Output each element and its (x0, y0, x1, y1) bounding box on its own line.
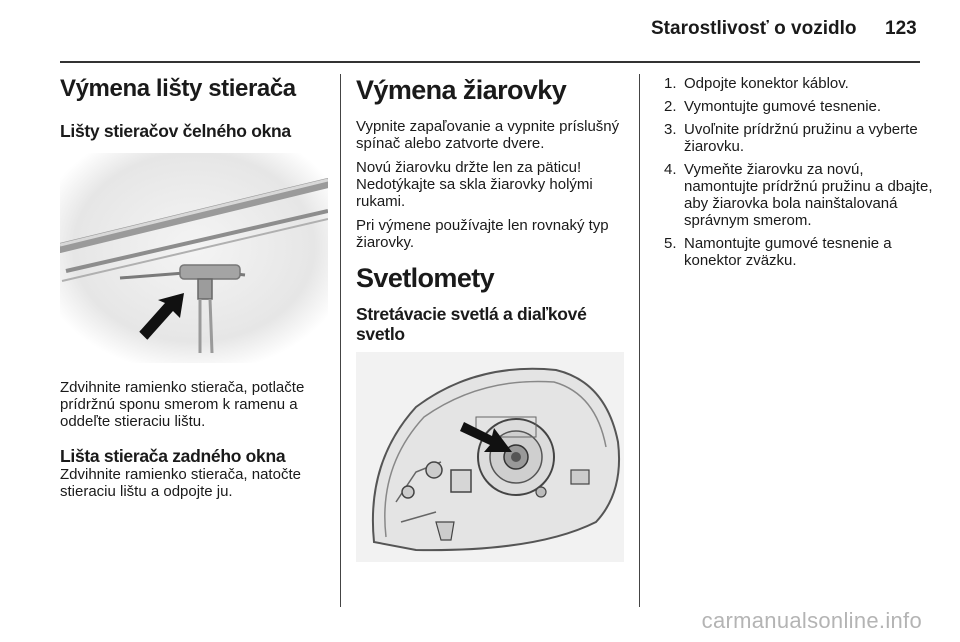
column-divider-2 (639, 74, 640, 607)
paragraph-ignition: Vypnite zapaľovanie a vypnite príslušný spínač alebo zatvorte dvere. (356, 118, 620, 152)
subheading-windscreen-wiper: Lišty stieračov čelného okna (60, 121, 291, 141)
paragraph-bulb-type: Pri výmene používajte len rovnaký typ žiarovky. (356, 217, 609, 251)
wiper-blade-illustration (60, 153, 328, 363)
list-item: 3. Uvoľnite prídržnú pružinu a vyberte žiarovku. (664, 121, 918, 155)
section-heading-wiper-blade: Výmena lišty stierača (60, 75, 296, 102)
list-item: 5. Namontujte gumové tesnenie a konektor zväzku. (664, 235, 892, 269)
bulb-replacement-steps (664, 75, 934, 269)
column-steps (664, 75, 934, 275)
watermark: carmanualsonline.info (701, 608, 922, 633)
paragraph-bulb-handling: Novú žiarovku držte len za päticu! Nedotýkajte sa skla žiarovky holými rukami. (356, 159, 593, 210)
list-item: 1. Odpojte konektor káblov. (664, 75, 849, 92)
subheading-low-high-beam: Stretávacie svetlá a diaľkové svetlo (356, 304, 587, 344)
paragraph-rear-instructions: Zdvihnite ramienko stierača, natočte stieraciu lištu a odpojte ju. (60, 466, 301, 500)
running-header-title: Starostlivosť o vozidlo (651, 18, 857, 39)
list-item: 2. Vymontujte gumové tesnenie. (664, 98, 882, 115)
header-rule (60, 61, 920, 63)
column-divider-1 (340, 74, 341, 607)
column-bulb-replacement (356, 75, 624, 562)
paragraph-windscreen-instructions: Zdvihnite ramienko stierača, potlačte prídržnú sponu smerom k ramenu a oddeľte stieraciu lištu. (60, 379, 305, 430)
page-number: 123 (885, 18, 917, 39)
section-heading-headlights: Svetlomety (356, 263, 495, 293)
headlamp-illustration (356, 352, 624, 562)
section-heading-bulb-replacement: Výmena žiarovky (356, 75, 567, 105)
column-wiper-blade (60, 75, 328, 500)
subheading-rear-wiper: Lišta stierača zadného okna (60, 446, 286, 466)
list-item: 4. Vymeňte žiarovku za novú, namontujte prídržnú pružinu a dbajte, aby žiarovka bola nainštalovaná správnym smerom. (664, 161, 933, 229)
